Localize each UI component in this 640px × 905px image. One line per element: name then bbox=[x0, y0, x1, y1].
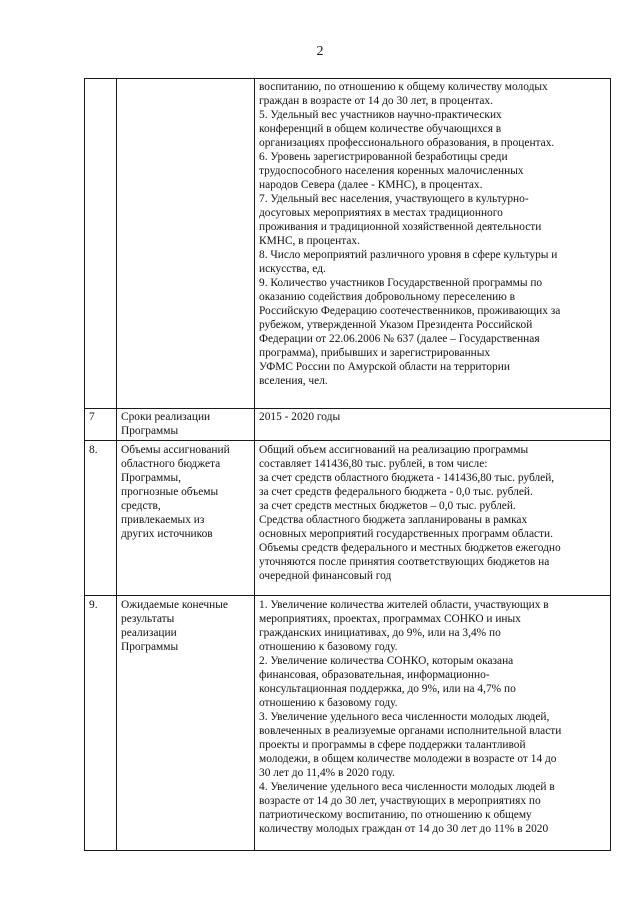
text-line: 4. Увеличение удельного веса численности молодых людей в bbox=[259, 781, 555, 793]
text-line: вовлеченных в реализуемые органами исполнительной власти bbox=[259, 725, 562, 737]
text-line: основных мероприятий государственных программ области. bbox=[259, 528, 553, 540]
text-line: Объемы ассигнований bbox=[121, 444, 230, 456]
text-line: конференций в общем количестве обучающихся в bbox=[259, 123, 502, 135]
text-line: 9. Количество участников Государственной программы по bbox=[259, 277, 543, 289]
text-line: за счет средств федерального бюджета - 0,0 тыс. рублей. bbox=[259, 486, 533, 498]
text-line: патриотическому воспитанию, по отношению к общему bbox=[259, 809, 532, 821]
text-line: программа), прибывших и зарегистрированных bbox=[259, 347, 491, 359]
text-line: Российскую Федерацию соотечественников, проживающих за bbox=[259, 305, 561, 317]
row-number-cell: 8. bbox=[85, 441, 117, 596]
text-line: 8. Число мероприятий различного уровня в сфере культуры и bbox=[259, 249, 558, 261]
text-line: трудоспособного населения коренных малочисленных bbox=[259, 165, 524, 177]
text-line: консультационная поддержка, до 9%, или на 4,7% по bbox=[259, 683, 516, 695]
row-label-cell bbox=[117, 79, 255, 409]
text-line: 7. Удельный вес населения, участвующего в культурно- bbox=[259, 193, 529, 205]
text-line: 30 лет до 11,4% в 2020 году. bbox=[259, 767, 395, 779]
row-content-cell bbox=[255, 79, 611, 409]
text-line: 2. Увеличение количества СОНКО, которым оказана bbox=[259, 655, 514, 667]
text-line: народов Севера (далее - КМНС), в процентах. bbox=[259, 179, 483, 191]
text-line: 2015 - 2020 годы bbox=[259, 411, 341, 423]
text-line: других источников bbox=[121, 528, 213, 540]
text-line: досуговых мероприятиях в местах традиционного bbox=[259, 207, 503, 219]
row-number-cell: 7 bbox=[85, 409, 117, 441]
text-line: Федерации от 22.06.2006 № 637 (далее – Государственная bbox=[259, 333, 540, 345]
text-line: организациях профессионального образования, в процентах. bbox=[259, 137, 555, 149]
text-line: 5. Удельный вес участников научно-практических bbox=[259, 109, 502, 121]
text-line: рубежом, утвержденной Указом Президента Российской bbox=[259, 319, 533, 331]
text-line: Объемы средств федерального и местных бюджетов ежегодно bbox=[259, 542, 561, 554]
text-line: Программы bbox=[121, 641, 179, 653]
text-line: составляет 141436,80 тыс. рублей, в том числе: bbox=[259, 458, 488, 470]
row-content-cell bbox=[255, 441, 611, 596]
text-line: гражданских инициативах, до 9%, или на 3,4% по bbox=[259, 627, 501, 639]
text-line: воспитанию, по отношению к общему количеству молодых bbox=[259, 81, 548, 93]
text-line: 1. Увеличение количества жителей области, участвующих в bbox=[259, 599, 549, 611]
text-line: финансовая, образовательная, информационно- bbox=[259, 669, 490, 681]
text-line: Программы bbox=[121, 425, 179, 437]
table-row-budget-allocations bbox=[85, 441, 611, 596]
text-line: Средства областного бюджета запланированы в рамках bbox=[259, 514, 528, 526]
text-line: граждан в возрасте от 14 до 30 лет, в процентах. bbox=[259, 95, 493, 107]
text-line: за счет средств областного бюджета - 141436,80 тыс. рублей, bbox=[259, 472, 555, 484]
text-line: отношению к базовому году. bbox=[259, 697, 398, 709]
text-line: результаты bbox=[121, 613, 175, 625]
text-line: 3. Увеличение удельного веса численности молодых людей, bbox=[259, 711, 550, 723]
text-line: проживания и традиционной хозяйственной деятельности bbox=[259, 221, 542, 233]
text-line: проекты и программы в сфере поддержки талантливой bbox=[259, 739, 526, 751]
text-line: количеству молодых граждан от 14 до 30 лет до 11% в 2020 bbox=[259, 823, 549, 835]
row-number-cell bbox=[85, 79, 117, 409]
text-line: очередной финансовый год bbox=[259, 570, 392, 582]
text-line: средств, bbox=[121, 500, 161, 512]
text-line: Сроки реализации bbox=[121, 411, 211, 423]
text-line: 6. Уровень зарегистрированной безработицы среди bbox=[259, 151, 508, 163]
row-content-cell bbox=[255, 409, 611, 441]
text-line: КМНС, в процентах. bbox=[259, 235, 360, 247]
text-line: Ожидаемые конечные bbox=[121, 599, 228, 611]
table-row-continuation bbox=[85, 79, 611, 409]
text-line: оказанию содействия добровольному переселению в bbox=[259, 291, 516, 303]
row-number-cell: 9. bbox=[85, 596, 117, 851]
program-passport-table bbox=[84, 78, 611, 851]
text-line: возрасте от 14 до 30 лет, участвующих в мероприятиях по bbox=[259, 795, 541, 807]
row-label-cell bbox=[117, 441, 255, 596]
row-label-cell bbox=[117, 596, 255, 851]
text-line: Программы, bbox=[121, 472, 181, 484]
text-line: молодежи, в общем количестве молодежи в возрасте от 14 до bbox=[259, 753, 557, 765]
page-number: 2 bbox=[316, 44, 324, 59]
text-line: УФМС России по Амурской области на территории bbox=[259, 361, 510, 373]
row-label-cell bbox=[117, 409, 255, 441]
table-row-expected-results bbox=[85, 596, 611, 851]
text-line: Общий объем ассигнований на реализацию программы bbox=[259, 444, 529, 456]
text-line: отношению к базовому году. bbox=[259, 641, 398, 653]
text-line: привлекаемых из bbox=[121, 514, 205, 526]
text-line: мероприятиях, проектах, программах СОНКО и иных bbox=[259, 613, 521, 625]
text-line: прогнозные объемы bbox=[121, 486, 219, 498]
text-line: реализации bbox=[121, 627, 177, 639]
table-row-implementation-period bbox=[85, 409, 611, 441]
text-line: вселения, чел. bbox=[259, 375, 328, 387]
text-line: искусства, ед. bbox=[259, 263, 326, 275]
row-content-cell bbox=[255, 596, 611, 851]
text-line: уточняются после принятия соответствующих бюджетов на bbox=[259, 556, 550, 568]
text-line: за счет средств местных бюджетов – 0,0 тыс. рублей. bbox=[259, 500, 516, 512]
text-line: областного бюджета bbox=[121, 458, 221, 470]
